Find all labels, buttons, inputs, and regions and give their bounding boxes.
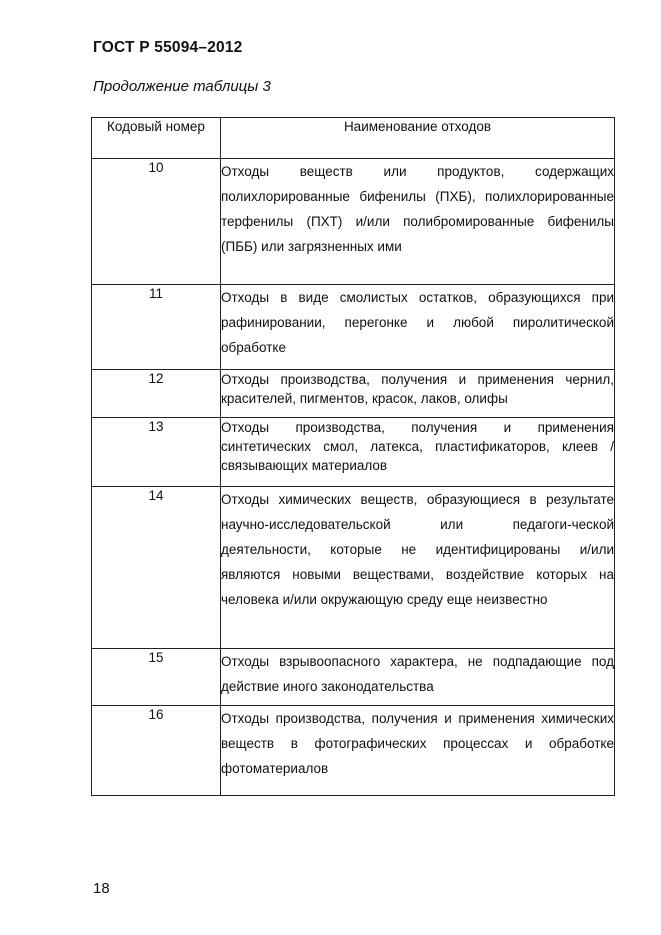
table-row xyxy=(92,706,615,796)
row-waste-name xyxy=(221,285,615,370)
column-header-code: Кодовый номер xyxy=(92,118,221,159)
row-waste-name-text: Отходы производства, получения и применения чернил, красителей, пигментов, красок, лаков, олифы xyxy=(221,372,614,406)
table-row xyxy=(92,649,615,706)
row-code: 12 xyxy=(92,370,221,418)
row-code: 11 xyxy=(92,285,221,370)
row-waste-name xyxy=(221,370,615,418)
table-row xyxy=(92,370,615,418)
table-row xyxy=(92,487,615,649)
row-waste-name xyxy=(221,706,615,796)
row-code: 13 xyxy=(92,418,221,487)
page-number: 18 xyxy=(93,880,110,897)
row-waste-name-text: Отходы веществ или продуктов, содержащих полихлорированные бифенилы (ПХБ), полихлорированные терфенилы (ПХТ) и/или полибромированные бифенилы (ПББ) или загрязненных ими xyxy=(221,164,614,254)
table-row xyxy=(92,418,615,487)
row-waste-name xyxy=(221,418,615,487)
row-waste-name-text: Отходы химических веществ, образующиеся в результате научно-исследовательской или педагоги-ческой деятельности, которые не идентифицированы и/или являются новыми веществами, воздействие которых на человека и/или окружающую среду еще неизвестно xyxy=(221,492,614,607)
row-code: 15 xyxy=(92,649,221,706)
table-continuation-caption: Продолжение таблицы 3 xyxy=(93,78,271,95)
table-row xyxy=(92,159,615,285)
standard-designation: ГОСТ Р 55094–2012 xyxy=(93,39,243,56)
row-waste-name xyxy=(221,649,615,706)
row-code: 14 xyxy=(92,487,221,649)
row-code: 16 xyxy=(92,706,221,796)
row-waste-name-text: Отходы производства, получения и применения синтетических смол, латекса, пластификаторов, клеев /связывающих материалов xyxy=(221,420,614,473)
row-waste-name xyxy=(221,159,615,285)
row-waste-name-text: Отходы взрывоопасного характера, не подпадающие под действие иного законодательства xyxy=(221,654,614,694)
table-row xyxy=(92,285,615,370)
row-waste-name-text: Отходы в виде смолистых остатков, образующихся при рафинировании, перегонке и любой пиролитической обработке xyxy=(221,290,614,355)
row-code: 10 xyxy=(92,159,221,285)
table-header-row xyxy=(92,118,615,159)
column-header-name: Наименование отходов xyxy=(221,118,615,159)
waste-table xyxy=(91,117,615,796)
row-waste-name-text: Отходы производства, получения и применения химических веществ в фотографических процессах и обработке фотоматериалов xyxy=(221,711,614,776)
row-waste-name xyxy=(221,487,615,649)
